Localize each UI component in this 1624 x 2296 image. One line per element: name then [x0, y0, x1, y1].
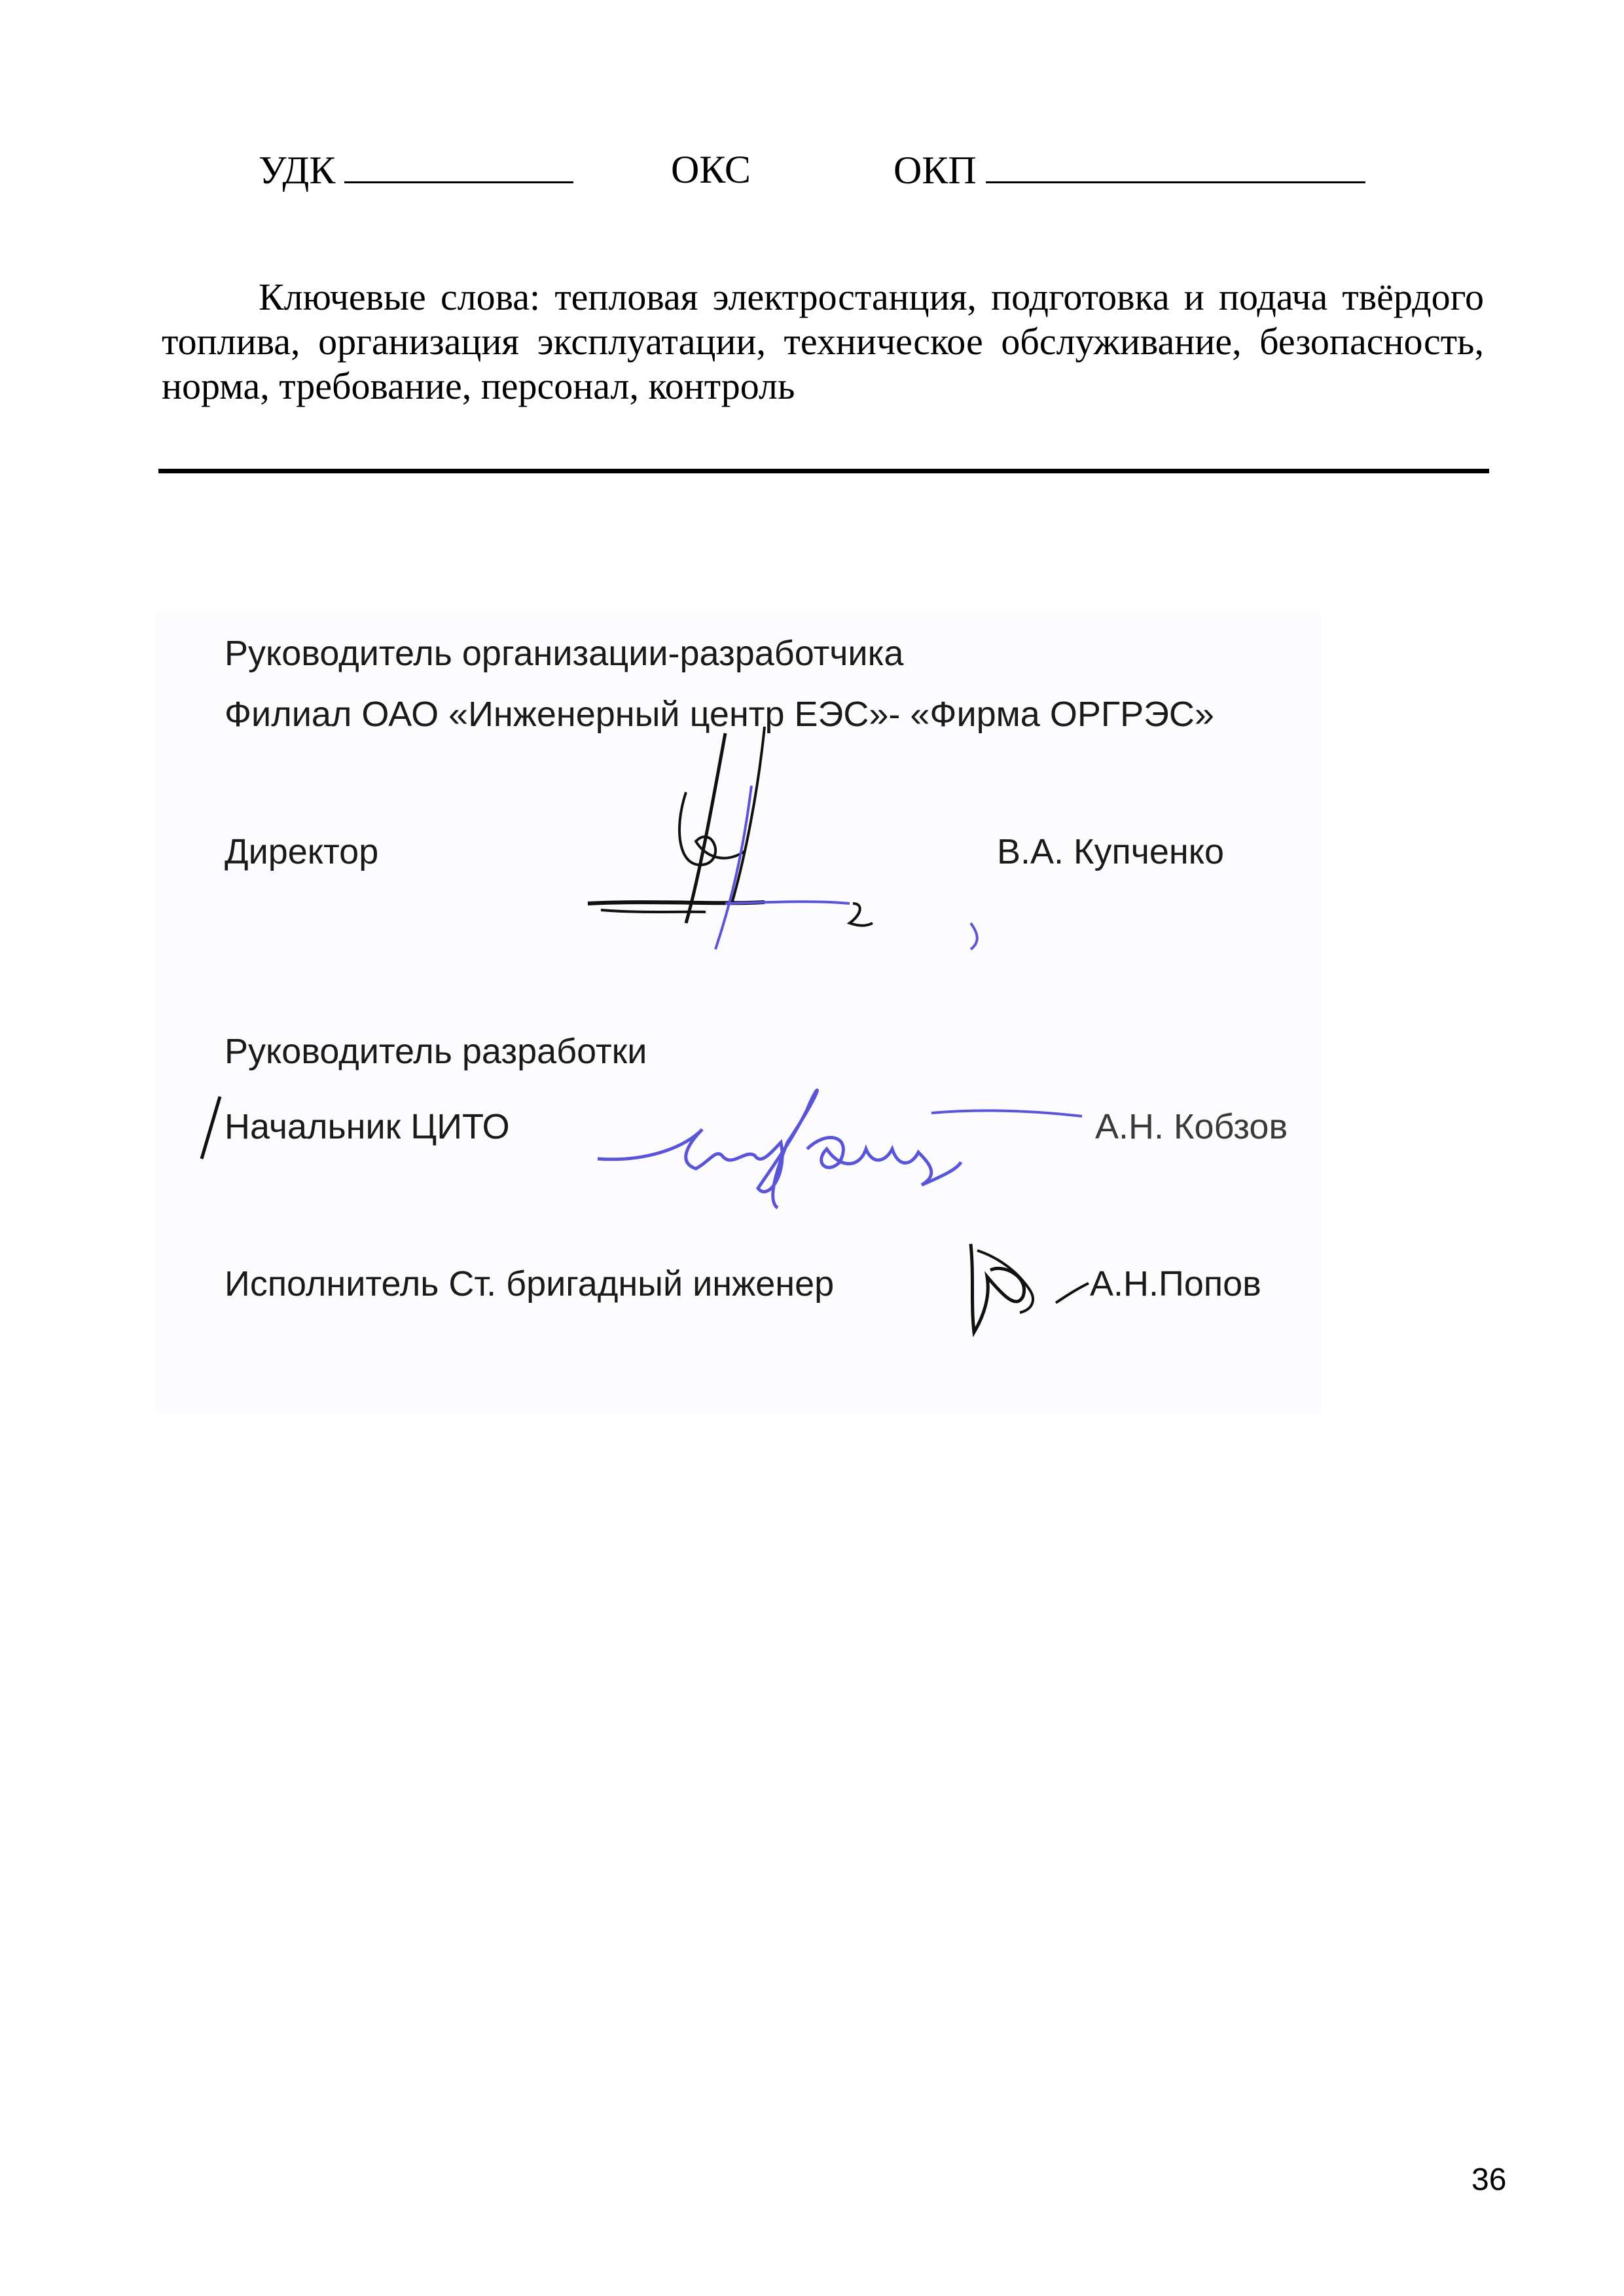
cito-title: Начальник ЦИТО: [225, 1107, 510, 1146]
handwritten-slash-mark: [195, 1093, 228, 1165]
signature-block: [156, 612, 1321, 1414]
okp-field: [893, 147, 1365, 193]
cito-signature: [591, 1070, 1089, 1221]
executor-name: А.Н.Попов: [1090, 1264, 1261, 1303]
org-head-label: Руководитель организации-разработчика: [225, 634, 904, 673]
udk-field: [259, 147, 573, 193]
director-signature: [575, 727, 1046, 949]
page-number: 36: [1471, 2162, 1507, 2197]
oks-label: ОКС: [671, 148, 751, 191]
udk-blank: [344, 147, 573, 183]
org-name: Филиал ОАО «Инженерный центр ЕЭС»- «Фирма ОРГРЭС»: [225, 695, 1214, 734]
director-name: В.А. Купченко: [997, 832, 1224, 871]
okp-label: ОКП: [893, 149, 977, 192]
executor-title: Исполнитель Ст. бригадный инженер: [225, 1264, 835, 1303]
section-divider: [158, 469, 1489, 473]
cito-name: А.Н. Кобзов: [1095, 1107, 1288, 1146]
oks-field: [671, 147, 751, 192]
keywords-paragraph: Ключевые слова: тепловая электростанция, подготовка и подача твёрдого топлива, организация эксплуатации, техническое обслуживание, безопасность, норма, требование, персонал, контроль: [162, 276, 1484, 407]
okp-blank: [986, 147, 1365, 183]
executor-signature: [958, 1237, 1102, 1336]
udk-label: УДК: [259, 149, 336, 192]
dev-head-label: Руководитель разработки: [225, 1032, 647, 1071]
director-title: Директор: [225, 832, 379, 871]
